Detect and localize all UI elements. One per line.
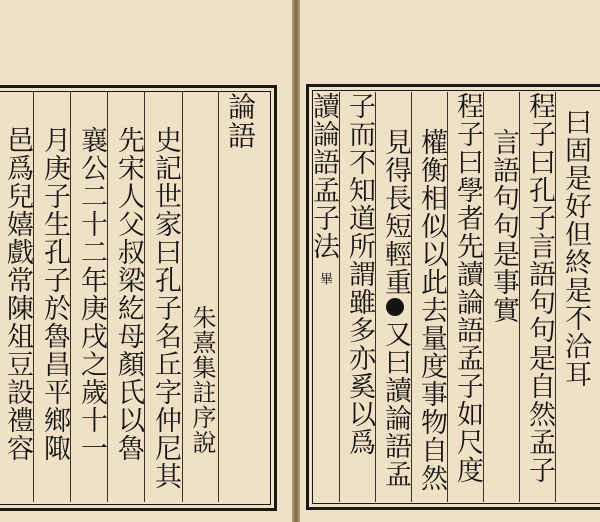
left-page xyxy=(0,0,292,522)
right-page xyxy=(300,0,600,522)
column-rule xyxy=(182,92,183,502)
column-rule xyxy=(375,92,376,502)
column-rule xyxy=(555,92,556,502)
circle-mark-icon xyxy=(386,298,404,316)
column-rule xyxy=(483,92,484,502)
column-rule xyxy=(519,92,520,502)
text-column: 權衡相似以此去量度事物自然 xyxy=(416,128,447,492)
author-line: 朱熹集註序說 xyxy=(188,305,216,455)
end-mark: 畢 xyxy=(317,272,332,285)
column-rule xyxy=(218,92,219,502)
text-column: 月庚子生孔子於魯昌平鄉陬 xyxy=(39,126,70,462)
text-column: 襄公二十二年庚戌之歲十一 xyxy=(76,126,107,462)
column-rule xyxy=(70,92,71,502)
column-rule xyxy=(411,92,412,502)
text-column: 先宋人父叔梁紇母顏氏以魯 xyxy=(113,126,144,462)
text-column: 程子曰學者先讀論語孟子如尺度 xyxy=(452,92,483,484)
text-column: 言語句句是事實 xyxy=(488,128,519,324)
text-column: 曰固是好但終是不洽耳 xyxy=(560,108,591,388)
column-rule xyxy=(447,92,448,502)
text-column: 程子曰孔子言語句句是自然孟子 xyxy=(524,92,555,484)
column-rule xyxy=(33,92,34,502)
column-rule xyxy=(144,92,145,502)
column-rule xyxy=(339,92,340,502)
text-column: 見得長短輕重 xyxy=(380,128,411,296)
column-rule xyxy=(107,92,108,502)
text-column: 又曰讀論語孟 xyxy=(380,320,411,488)
book-gutter xyxy=(292,0,300,522)
left-page-title: 論語 xyxy=(224,92,257,150)
section-heading: 讀論語孟子法 xyxy=(308,92,339,260)
text-column: 史記世家曰孔子名丘字仲尼其 xyxy=(150,126,181,490)
text-column: 邑爲兒嬉戲常陳俎豆設禮容 xyxy=(2,126,33,462)
text-column: 子而不知道所謂雖多亦奚以爲 xyxy=(344,92,375,456)
